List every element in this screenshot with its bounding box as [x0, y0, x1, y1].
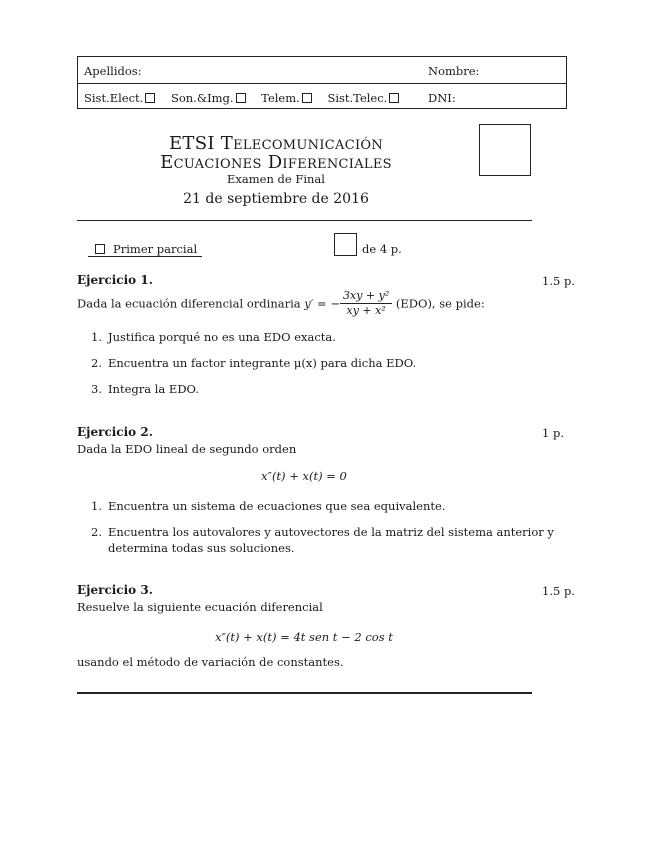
- exercise-2-item-continued: determina todas sus soluciones.: [108, 541, 295, 555]
- apellidos-label: Apellidos:: [84, 64, 142, 78]
- checkbox-icon[interactable]: [145, 93, 155, 103]
- exercise-2-item: 2. Encuentra los autovalores y autovectores de la matriz del sistema anterior y: [91, 525, 554, 539]
- exercise-1-item: 3. Integra la EDO.: [91, 382, 199, 396]
- grade-box: [479, 124, 531, 176]
- degree-options: [84, 91, 400, 105]
- exercise-1-statement: Dada la ecuación diferencial ordinaria y′ = − $\frac{\text{3xy + y²}}{\text{xy + x²}}$ (EDO), se pide:: [77, 289, 485, 317]
- equation-fraction: [340, 289, 392, 318]
- exam-date: 21 de septiembre de 2016: [183, 191, 369, 207]
- dni-label: DNI:: [428, 91, 456, 105]
- checkbox-icon[interactable]: [389, 93, 399, 103]
- exercise-1-item: 1. Justifica porqué no es una EDO exacta.: [91, 330, 336, 344]
- fraction-denominator: xy + x²: [346, 304, 386, 317]
- parcial-option[interactable]: [95, 242, 197, 256]
- fraction-numerator: 3xy + y²: [340, 289, 392, 304]
- checkbox-icon[interactable]: [236, 93, 246, 103]
- student-info-table: [77, 56, 567, 109]
- exam-title-block: [120, 134, 432, 210]
- exam-type: Examen de Final: [227, 172, 325, 186]
- exercise-1-title: Ejercicio 1.: [77, 273, 153, 287]
- bottom-rule: [77, 692, 532, 694]
- exercise-2-points: 1 p.: [542, 426, 564, 440]
- exercise-3-title: Ejercicio 3.: [77, 583, 153, 597]
- exercise-3-equation: x″(t) + x(t) = 4t sen t − 2 cos t: [215, 630, 393, 644]
- parcial-label: Primer parcial: [113, 242, 198, 256]
- exercise-3-intro: Resuelve la siguiente ecuación diferencial: [77, 600, 323, 614]
- checkbox-icon[interactable]: [302, 93, 312, 103]
- course-name: Ecuaciones Diferenciales: [160, 152, 392, 173]
- exercise-1-points: 1.5 p.: [542, 274, 575, 288]
- parcial-underline: [88, 256, 202, 257]
- exercise-1-item: 2. Encuentra un factor integrante μ(x) para dicha EDO.: [91, 356, 417, 370]
- score-suffix: de 4 p.: [362, 242, 402, 256]
- score-box[interactable]: [334, 233, 357, 256]
- school-name: ETSI Telecomunicación: [168, 133, 384, 154]
- exercise-2-item: 1. Encuentra un sistema de ecuaciones que sea equivalente.: [91, 499, 446, 513]
- degree-option-telem[interactable]: Telem.: [261, 91, 313, 105]
- exercise-3-outro: usando el método de variación de constantes.: [77, 655, 344, 669]
- top-rule: [77, 220, 532, 221]
- equation-lhs: y′ = −: [304, 296, 340, 311]
- degree-option-son-img[interactable]: Son.&Img.: [171, 91, 247, 105]
- checkbox-icon[interactable]: [95, 244, 105, 254]
- exercise-3-points: 1.5 p.: [542, 584, 575, 598]
- exercise-2-title: Ejercicio 2.: [77, 425, 153, 439]
- exercise-2-equation: x″(t) + x(t) = 0: [261, 469, 347, 483]
- nombre-label: Nombre:: [428, 64, 480, 78]
- exercise-2-intro: Dada la EDO lineal de segundo orden: [77, 442, 297, 456]
- table-divider: [78, 83, 566, 84]
- degree-option-sist-elect[interactable]: Sist.Elect.: [84, 91, 156, 105]
- degree-option-sist-telec[interactable]: Sist.Telec.: [327, 91, 400, 105]
